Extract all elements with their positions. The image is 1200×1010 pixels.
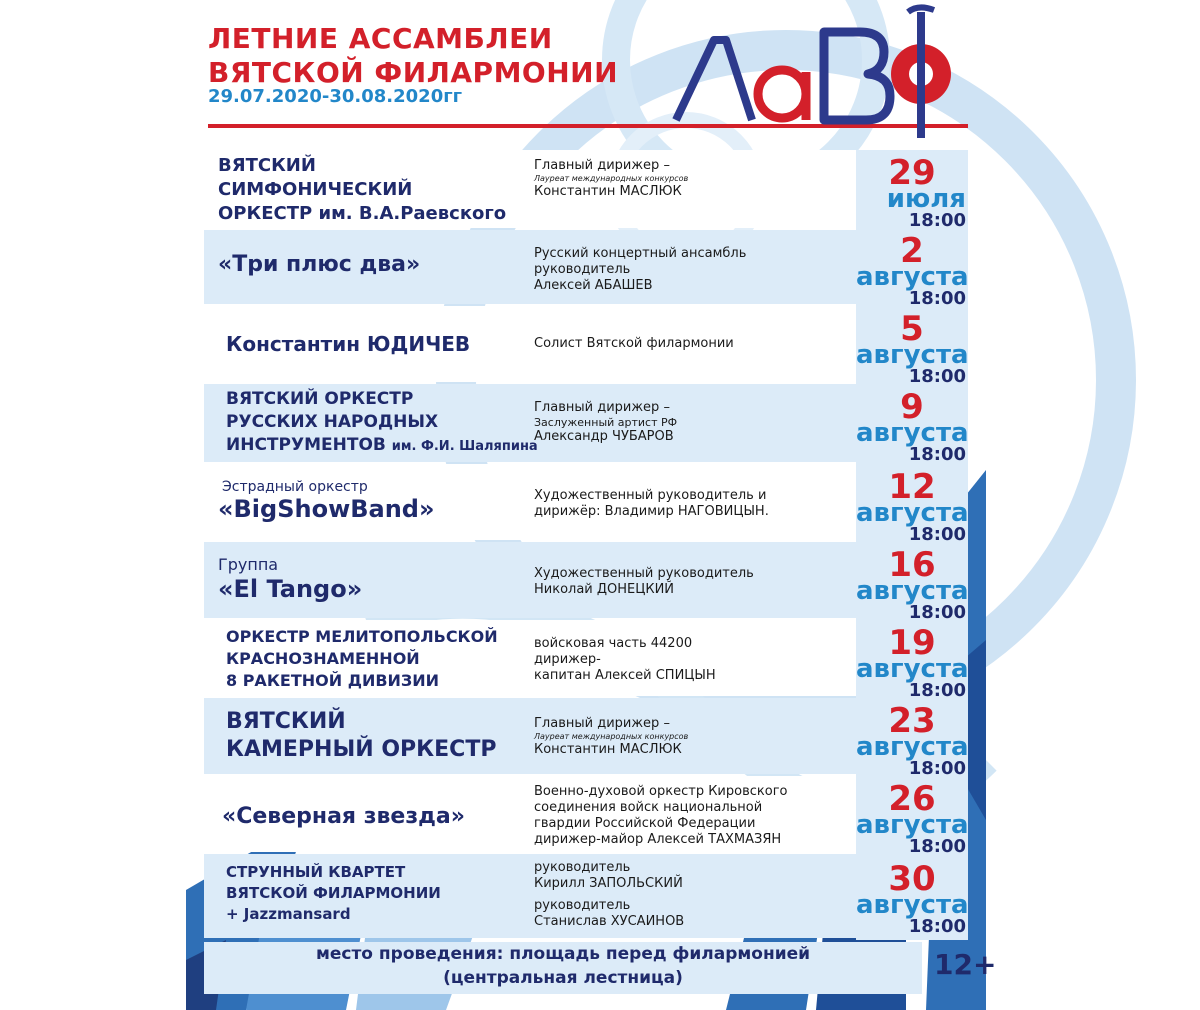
- event-date: [856, 859, 969, 937]
- event-desc-line: дирижёр: Владимир НАГОВИЦЫН.: [534, 504, 769, 519]
- event-title-prefix: Группа: [218, 555, 279, 574]
- event-title-line: СТРУННЫЙ КВАРТЕТ: [226, 863, 406, 881]
- event-desc-line: войсковая часть 44200: [534, 636, 693, 651]
- event-day: 29: [888, 153, 936, 193]
- event-desc-line: дирижер-майор Алексей ТАХМАЗЯН: [534, 832, 782, 847]
- event-description: [534, 566, 754, 598]
- event-month: августа: [856, 262, 969, 292]
- event-row: [204, 854, 856, 938]
- event-time: 18:00: [908, 602, 966, 623]
- event-date: [856, 231, 969, 309]
- event-month: августа: [856, 418, 969, 448]
- event-title: [226, 708, 496, 764]
- event-desc-line: дирижер-: [534, 652, 601, 667]
- event-title: [218, 154, 506, 226]
- event-day: 19: [888, 623, 936, 663]
- event-date: [856, 467, 969, 545]
- event-day: 9: [900, 387, 924, 427]
- event-desc-line: Главный дирижер –: [534, 716, 670, 731]
- event-time: 18:00: [908, 524, 966, 545]
- poster-title-line-2: ВЯТСКОЙ ФИЛАРМОНИИ: [208, 56, 619, 89]
- event-date: [856, 545, 969, 623]
- event-date: [856, 623, 969, 701]
- event-desc-line: Русский концертный ансамбль: [534, 246, 747, 261]
- event-title-line: «El Tango»: [218, 575, 363, 603]
- event-time: 18:00: [908, 366, 966, 387]
- event-title-line: ВЯТСКОЙ ФИЛАРМОНИИ: [226, 884, 441, 902]
- event-desc-line: гвардии Российской Федерации: [534, 816, 756, 831]
- event-date: [856, 701, 969, 779]
- event-month: августа: [856, 890, 969, 920]
- event-time: 18:00: [908, 836, 966, 857]
- event-title-line: «Северная звезда»: [222, 804, 465, 829]
- event-title-line: ВЯТСКИЙ: [226, 709, 346, 734]
- event-description: [534, 246, 746, 294]
- event-title: [218, 554, 362, 602]
- event-desc-line: капитан Алексей СПИЦЫН: [534, 668, 716, 683]
- event-row: [204, 698, 856, 774]
- event-desc-line: Заслуженный артист РФ: [534, 416, 678, 429]
- age-rating: 12+: [934, 948, 997, 981]
- event-desc-line: Главный дирижер –: [534, 400, 670, 415]
- event-desc-line: Константин МАСЛЮК: [534, 742, 682, 757]
- event-desc-line: Художественный руководитель: [534, 566, 754, 581]
- event-row: [204, 464, 856, 540]
- event-day: 30: [888, 859, 936, 899]
- event-date: [856, 309, 969, 387]
- event-title: [226, 862, 441, 925]
- event-title-line: ОРКЕСТР им. В.А.Раевского: [218, 203, 507, 224]
- event-row: [204, 384, 856, 462]
- event-day: 2: [900, 231, 924, 271]
- event-description: [534, 488, 769, 520]
- event-desc-line: Александр ЧУБАРОВ: [534, 429, 674, 444]
- event-desc-line: Художественный руководитель и: [534, 488, 767, 503]
- event-row: [204, 620, 856, 696]
- event-desc-line: Военно-духовой оркестр Кировского: [534, 784, 788, 799]
- event-month: июля: [886, 184, 966, 214]
- event-description: [534, 636, 716, 684]
- event-title-line: 8 РАКЕТНОЙ ДИВИЗИИ: [226, 671, 440, 690]
- event-date: [856, 153, 968, 231]
- festival-dates: 29.07.2020-30.08.2020гг: [208, 86, 463, 107]
- event-desc-line: Станислав ХУСАИНОВ: [534, 914, 685, 929]
- event-title: [218, 478, 435, 522]
- venue-info: [204, 942, 922, 994]
- event-title: [218, 252, 420, 277]
- event-row: [204, 776, 856, 852]
- event-title-line: «BigShowBand»: [218, 495, 435, 523]
- event-desc-line: Николай ДОНЕЦКИЙ: [534, 582, 675, 597]
- event-day: 5: [900, 309, 924, 349]
- event-desc-small: Лауреат международных конкурсов: [534, 732, 689, 741]
- poster-title-line-1: ЛЕТНИЕ АССАМБЛЕИ: [208, 22, 553, 55]
- event-month: августа: [856, 340, 969, 370]
- event-desc-line: руководитель: [534, 262, 631, 277]
- event-desc-line: Солист Вятской филармонии: [534, 336, 734, 351]
- event-time: 18:00: [908, 210, 966, 231]
- event-day: 23: [888, 701, 936, 741]
- event-time: 18:00: [908, 758, 966, 779]
- event-title-line: + Jazzmansard: [226, 905, 351, 923]
- event-description: [534, 336, 734, 352]
- event-title: [226, 626, 498, 692]
- event-desc-line: Алексей АБАШЕВ: [534, 278, 653, 293]
- event-title-prefix: Эстрадный оркестр: [222, 479, 368, 495]
- event-desc-line: руководитель: [534, 898, 631, 913]
- event-day: 26: [888, 779, 936, 819]
- event-title-line: ВЯТСКИЙ ОРКЕСТР: [226, 389, 414, 409]
- event-day: 16: [888, 545, 936, 585]
- event-title-suffix: им. Ф.И. Шаляпина: [391, 439, 538, 454]
- event-description: [534, 400, 677, 445]
- event-month: августа: [856, 732, 969, 762]
- event-title: [226, 388, 538, 458]
- event-title-line: КАМЕРНЫЙ ОРКЕСТР: [226, 737, 497, 762]
- event-date: [856, 779, 969, 857]
- event-desc-small: Лауреат международных конкурсов: [534, 174, 689, 183]
- event-time: 18:00: [908, 680, 966, 701]
- venue-line-1: место проведения: площадь перед филармонией: [315, 944, 811, 964]
- event-row: [204, 542, 856, 618]
- event-month: августа: [856, 654, 969, 684]
- event-desc-line: Константин МАСЛЮК: [534, 184, 682, 199]
- event-time: 18:00: [908, 916, 966, 937]
- event-title-line: ОРКЕСТР МЕЛИТОПОЛЬСКОЙ: [226, 627, 498, 646]
- event-title-line: РУССКИХ НАРОДНЫХ: [226, 412, 439, 432]
- event-desc-line: Кирилл ЗАПОЛЬСКИЙ: [534, 876, 683, 891]
- event-title-line: Константин ЮДИЧЕВ: [226, 332, 471, 356]
- event-row: [204, 150, 856, 228]
- event-description: [534, 784, 787, 848]
- event-month: августа: [856, 810, 969, 840]
- event-title-line: КРАСНОЗНАМЕННОЙ: [226, 649, 420, 668]
- event-desc-line: руководитель: [534, 860, 631, 875]
- event-desc-line: Главный дирижер –: [534, 158, 670, 173]
- event-row: [204, 230, 856, 304]
- lavf-logo-icon: [656, 2, 956, 142]
- event-description: [534, 860, 684, 930]
- venue-line-2: (центральная лестница): [443, 968, 683, 988]
- event-title: [222, 804, 465, 829]
- event-row: [204, 306, 856, 382]
- event-month: августа: [856, 498, 969, 528]
- event-title-line: ВЯТСКИЙ: [218, 155, 316, 176]
- event-desc-line: соединения войск национальной: [534, 800, 763, 815]
- event-description: [534, 716, 688, 758]
- event-date: [856, 387, 969, 465]
- event-title-line: ИНСТРУМЕНТОВ: [226, 435, 386, 455]
- event-description: [534, 158, 688, 200]
- event-time: 18:00: [908, 444, 966, 465]
- event-day: 12: [888, 467, 936, 507]
- event-month: августа: [856, 576, 969, 606]
- event-title-line: «Три плюс два»: [218, 252, 421, 277]
- poster: [186, 0, 997, 1010]
- event-time: 18:00: [908, 288, 966, 309]
- event-title: [226, 332, 470, 356]
- event-title-line: СИМФОНИЧЕСКИЙ: [218, 179, 413, 200]
